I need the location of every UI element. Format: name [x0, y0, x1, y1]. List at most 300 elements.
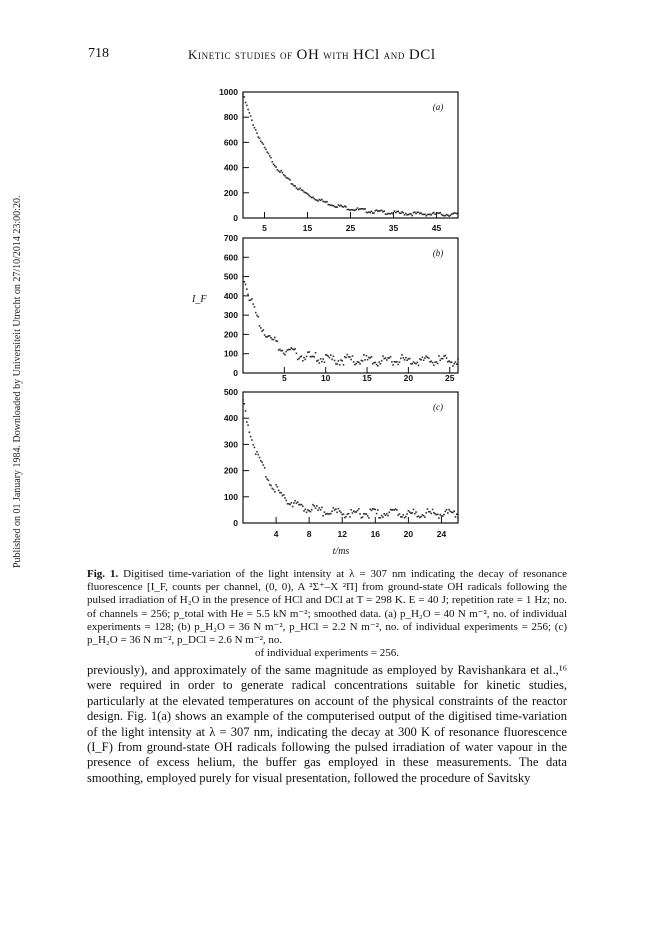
- x-tick-label: 15: [362, 373, 372, 383]
- caption-text: Digitised time-variation of the light intensity at λ = 307 nm indicating the decay of resonance fluorescence [I_F, counts per channel, (0, 0), A ²Σ⁺–X ²Π] from ground-state OH radicals following the pulsed irradiation of H₂O in the presence of HCl and DCl at T = 298 K. E = 40 J; repetition rate = 1 Hz; no. of channels = 256; p_total with He = 5.5 kN m⁻²; smoothed data. (a) p_H₂O = 40 N m⁻², no. of individual experiments = 128; (b) p_H₂O = 36 N m⁻², p_HCl = 2.2 N m⁻², no. of individual experiments = 256; (c) p_H₂O = 36 N m⁻², p_DCl = 2.6 N m⁻², no.: [87, 568, 567, 647]
- y-tick-label: 200: [223, 187, 238, 198]
- data-point: [313, 505, 315, 507]
- data-point: [284, 354, 286, 356]
- data-point: [432, 509, 434, 511]
- data-point: [256, 451, 258, 453]
- data-point: [340, 512, 342, 514]
- data-point: [255, 453, 257, 455]
- data-point: [429, 511, 431, 513]
- data-point: [402, 514, 404, 516]
- data-point: [264, 467, 266, 469]
- data-point: [387, 515, 389, 517]
- data-point: [436, 361, 438, 363]
- x-tick-label: 35: [388, 223, 399, 233]
- x-tick-label: 16: [370, 529, 381, 539]
- y-tick-label: 500: [223, 387, 238, 397]
- x-tick-label: 5: [281, 373, 287, 383]
- data-point: [396, 509, 398, 511]
- data-point: [443, 514, 445, 516]
- data-point: [246, 105, 248, 107]
- data-point: [289, 349, 291, 351]
- data-point: [330, 513, 332, 515]
- data-point: [405, 357, 407, 359]
- data-point: [296, 187, 298, 189]
- data-point: [339, 510, 341, 512]
- data-point: [402, 357, 404, 359]
- data-point: [406, 513, 408, 515]
- data-point: [439, 514, 441, 516]
- data-point: [401, 354, 403, 356]
- data-point: [249, 112, 251, 114]
- data-point: [243, 281, 245, 283]
- y-tick-label: 0: [233, 518, 238, 528]
- data-point: [380, 517, 382, 519]
- data-point: [373, 212, 375, 214]
- panel-frame: [243, 238, 458, 373]
- data-point: [437, 363, 439, 365]
- data-point: [336, 206, 338, 208]
- data-point: [252, 124, 254, 126]
- data-point: [353, 361, 355, 363]
- data-point: [350, 359, 352, 361]
- data-point: [366, 513, 368, 515]
- data-point: [274, 165, 276, 167]
- data-point: [401, 516, 403, 518]
- data-point: [446, 509, 448, 511]
- data-point: [280, 492, 282, 494]
- data-point: [392, 213, 394, 215]
- data-point: [255, 129, 257, 131]
- data-point: [423, 515, 425, 517]
- data-point: [410, 213, 412, 215]
- y-tick-label: 400: [223, 162, 238, 173]
- data-point: [399, 361, 401, 363]
- data-point: [275, 166, 277, 168]
- data-point: [311, 509, 313, 511]
- data-point: [357, 510, 359, 512]
- data-point: [415, 363, 417, 365]
- data-point: [278, 490, 280, 492]
- data-point: [343, 364, 345, 366]
- data-point: [355, 363, 357, 365]
- data-point: [291, 502, 293, 504]
- data-point: [425, 512, 427, 514]
- data-point: [257, 316, 259, 318]
- data-point: [381, 360, 383, 362]
- x-tick-label: 24: [436, 529, 447, 539]
- data-point: [341, 360, 343, 362]
- data-point: [345, 357, 347, 359]
- data-point: [256, 315, 258, 317]
- data-point: [377, 365, 379, 367]
- data-point: [390, 356, 392, 358]
- data-point: [292, 506, 294, 508]
- data-point: [400, 358, 402, 360]
- data-point: [423, 359, 425, 361]
- data-point: [321, 361, 323, 363]
- data-point: [285, 351, 287, 353]
- data-point: [289, 179, 291, 181]
- data-point: [411, 512, 413, 514]
- data-point: [439, 212, 441, 214]
- data-point: [319, 362, 321, 364]
- data-point: [383, 210, 385, 212]
- y-tick-label: 200: [223, 329, 238, 340]
- data-point: [303, 357, 305, 359]
- x-tick-label: 4: [273, 529, 279, 539]
- data-point: [305, 509, 307, 511]
- data-point: [453, 510, 455, 512]
- data-point: [362, 516, 364, 518]
- data-point: [261, 462, 263, 464]
- data-point: [246, 421, 248, 423]
- data-point: [345, 206, 347, 208]
- data-point: [362, 360, 364, 362]
- data-point: [247, 294, 249, 296]
- data-point: [306, 356, 308, 358]
- data-point: [254, 447, 256, 449]
- data-point: [422, 357, 424, 359]
- data-point: [457, 212, 459, 214]
- data-point: [338, 508, 340, 510]
- x-tick-label: 15: [302, 223, 313, 233]
- y-tick-label: 300: [223, 310, 238, 321]
- data-point: [345, 516, 347, 518]
- data-point: [424, 213, 426, 215]
- data-point: [252, 303, 254, 305]
- data-point: [424, 357, 426, 359]
- figure-caption: [87, 568, 567, 660]
- caption-last-line: of individual experiments = 256.: [255, 647, 399, 660]
- data-point: [327, 355, 329, 357]
- data-point: [306, 512, 308, 514]
- running-head-hcl: HCl: [353, 47, 380, 63]
- data-point: [430, 214, 432, 216]
- data-point: [371, 211, 373, 213]
- data-point: [433, 364, 435, 366]
- x-tick-label: 10: [320, 373, 331, 383]
- data-point: [268, 480, 270, 482]
- data-point: [242, 399, 244, 401]
- data-point: [336, 363, 338, 365]
- data-point: [273, 489, 275, 491]
- data-point: [406, 360, 408, 362]
- data-point: [411, 363, 413, 365]
- data-point: [308, 351, 310, 353]
- panel-frame: [243, 392, 458, 523]
- data-point: [455, 516, 457, 518]
- data-point: [294, 185, 296, 187]
- data-point: [301, 356, 303, 358]
- data-point: [271, 161, 273, 163]
- y-tick-label: 1000: [219, 87, 238, 97]
- data-point: [274, 337, 276, 339]
- data-point: [427, 508, 429, 510]
- x-tick-label: 20: [403, 373, 414, 383]
- data-point: [252, 444, 254, 446]
- data-point: [364, 359, 366, 361]
- data-point: [409, 358, 411, 360]
- data-point: [245, 410, 247, 412]
- data-point: [418, 365, 420, 367]
- x-tick-label: 25: [444, 373, 455, 383]
- data-point: [259, 138, 261, 140]
- data-point: [283, 494, 285, 496]
- data-point: [302, 505, 304, 507]
- data-point: [349, 516, 351, 518]
- data-point: [343, 513, 345, 515]
- data-point: [265, 476, 267, 478]
- data-point: [284, 497, 286, 499]
- data-point: [336, 512, 338, 514]
- data-point: [251, 119, 253, 121]
- data-point: [257, 454, 259, 456]
- body-paragraph: previously), and approximately of the same magnitude as employed by Ravishankara et al.,¹⁶ were required in order to generate radical concentrations suitable for kinetic studies, particularly at the elevated temperatures on account of the physical constraints of the reactor design. Fig. 1(a) shows an example of the computerised output of the digitised time-variation of the light intensity at λ = 307 nm, indicating the decay at 300 K of resonance fluorescence (I_F) from ground-state OH radicals following the pulsed irradiation of water vapour in the presence of excess helium, the buffer gas employed in these measurements. The data smoothing, employed purely for visual presentation, followed the procedure of Savitsky: [87, 663, 567, 785]
- data-point: [303, 510, 305, 512]
- data-point: [339, 364, 341, 366]
- data-point: [397, 211, 399, 213]
- data-point: [326, 201, 328, 203]
- data-point: [305, 359, 307, 361]
- data-point: [260, 460, 262, 462]
- data-point: [405, 516, 407, 518]
- data-point: [350, 509, 352, 511]
- data-point: [260, 327, 262, 329]
- data-point: [457, 358, 459, 360]
- data-point: [263, 464, 265, 466]
- data-point: [444, 355, 446, 357]
- data-point: [310, 511, 312, 513]
- data-point: [302, 360, 304, 362]
- data-point: [404, 359, 406, 361]
- data-point: [277, 486, 279, 488]
- data-point: [322, 515, 324, 517]
- data-point: [415, 511, 417, 513]
- data-point: [319, 507, 321, 509]
- data-point: [442, 515, 444, 517]
- data-point: [250, 115, 252, 117]
- data-point: [381, 515, 383, 517]
- page-number: 718: [88, 46, 109, 61]
- data-point: [389, 511, 391, 513]
- data-point: [355, 209, 357, 211]
- data-point: [251, 439, 253, 441]
- data-point: [285, 500, 287, 502]
- data-point: [245, 102, 247, 104]
- data-point: [289, 504, 291, 506]
- data-point: [396, 361, 398, 363]
- data-point: [259, 325, 261, 327]
- y-tick-label: 400: [223, 290, 238, 301]
- data-point: [316, 505, 318, 507]
- data-point: [333, 356, 335, 358]
- data-point: [254, 127, 256, 129]
- data-point: [269, 155, 271, 157]
- data-point: [250, 436, 252, 438]
- data-point: [451, 361, 453, 363]
- data-point: [330, 354, 332, 356]
- data-point: [331, 359, 333, 361]
- data-point: [270, 485, 272, 487]
- y-tick-label: 100: [223, 491, 238, 502]
- data-point: [243, 96, 245, 98]
- data-point: [411, 215, 413, 217]
- data-point: [338, 360, 340, 362]
- data-point: [333, 507, 335, 509]
- x-tick-label: 45: [431, 223, 442, 233]
- data-point: [358, 508, 360, 510]
- panel-label: (c): [433, 402, 443, 412]
- panel-label: (a): [432, 102, 444, 112]
- data-point: [453, 363, 455, 365]
- data-point: [376, 513, 378, 515]
- data-point: [299, 187, 301, 189]
- data-point: [297, 501, 299, 503]
- data-point: [315, 352, 317, 354]
- data-point: [347, 354, 349, 356]
- data-point: [442, 358, 444, 360]
- data-point: [273, 163, 275, 165]
- data-point: [273, 339, 275, 341]
- data-point: [375, 362, 377, 364]
- y-tick-label: 600: [223, 137, 238, 148]
- data-point: [439, 359, 441, 361]
- data-point: [263, 143, 265, 145]
- data-point: [246, 288, 248, 290]
- data-point: [413, 509, 415, 511]
- y-tick-label: 300: [223, 439, 238, 450]
- data-point: [414, 513, 416, 515]
- data-point: [438, 517, 440, 519]
- data-point: [279, 171, 281, 173]
- data-point: [317, 509, 319, 511]
- data-point: [282, 172, 284, 174]
- running-head-oh: OH: [296, 47, 320, 63]
- data-point: [359, 513, 361, 515]
- data-point: [321, 507, 323, 509]
- data-point: [247, 109, 249, 111]
- y-axis-label: I_F: [192, 294, 207, 305]
- data-point: [391, 361, 393, 363]
- y-tick-label: 100: [223, 348, 238, 359]
- data-point: [282, 350, 284, 352]
- data-point: [456, 363, 458, 365]
- data-point: [377, 509, 379, 511]
- caption-label: Fig. 1.: [87, 568, 119, 580]
- data-point: [416, 362, 418, 364]
- data-point: [251, 298, 253, 300]
- x-tick-label: 12: [337, 529, 347, 539]
- data-point: [335, 508, 337, 510]
- data-point: [357, 207, 359, 209]
- data-point: [315, 507, 317, 509]
- data-point: [296, 353, 298, 355]
- x-tick-label: 20: [403, 529, 414, 539]
- data-point: [367, 515, 369, 517]
- data-point: [243, 403, 245, 405]
- data-point: [254, 306, 256, 308]
- data-point: [352, 355, 354, 357]
- data-point: [382, 355, 384, 357]
- data-point: [366, 355, 368, 357]
- x-tick-label: 25: [345, 223, 356, 233]
- data-point: [382, 516, 384, 518]
- y-tick-label: 500: [223, 271, 238, 282]
- data-point: [359, 363, 361, 365]
- data-point: [446, 357, 448, 359]
- data-point: [320, 358, 322, 360]
- data-point: [444, 511, 446, 513]
- data-point: [420, 516, 422, 518]
- x-axis-label: t/ms: [332, 546, 350, 557]
- data-point: [334, 360, 336, 362]
- y-tick-label: 0: [233, 213, 238, 223]
- data-point: [432, 362, 434, 364]
- data-point: [245, 284, 247, 286]
- data-point: [397, 364, 399, 366]
- data-point: [264, 147, 266, 149]
- data-point: [380, 363, 382, 365]
- data-point: [399, 513, 401, 515]
- data-point: [322, 358, 324, 360]
- x-tick-label: 5: [262, 223, 267, 233]
- data-point: [294, 348, 296, 350]
- panel-frame: [243, 92, 458, 218]
- data-point: [402, 212, 404, 214]
- data-point: [265, 149, 267, 151]
- data-point: [270, 157, 272, 159]
- data-point: [263, 329, 265, 331]
- data-point: [448, 509, 450, 511]
- data-point: [352, 512, 354, 514]
- data-point: [375, 509, 377, 511]
- data-point: [280, 170, 282, 172]
- data-point: [447, 512, 449, 514]
- data-point: [437, 513, 439, 515]
- data-point: [260, 140, 262, 142]
- data-point: [270, 337, 272, 339]
- data-point: [292, 184, 294, 186]
- y-tick-label: 700: [223, 233, 238, 243]
- data-point: [264, 334, 266, 336]
- data-point: [274, 491, 276, 493]
- data-point: [378, 361, 380, 363]
- data-point: [277, 340, 279, 342]
- data-point: [275, 484, 277, 486]
- data-point: [363, 354, 365, 356]
- data-point: [294, 500, 296, 502]
- data-point: [371, 510, 373, 512]
- data-point: [261, 142, 263, 144]
- panel-label: (b): [432, 248, 444, 258]
- data-point: [368, 517, 370, 519]
- data-point: [386, 513, 388, 515]
- data-point: [301, 504, 303, 506]
- data-point: [255, 312, 257, 314]
- data-point: [320, 509, 322, 511]
- y-tick-label: 200: [223, 465, 238, 476]
- data-point: [355, 511, 357, 513]
- data-point: [438, 355, 440, 357]
- data-point: [394, 210, 396, 212]
- data-point: [268, 153, 270, 155]
- x-tick-label: 8: [306, 529, 312, 539]
- data-point: [420, 359, 422, 361]
- data-point: [381, 210, 383, 212]
- data-point: [456, 513, 458, 515]
- running-head-part2: with: [319, 47, 354, 62]
- data-point: [371, 356, 373, 358]
